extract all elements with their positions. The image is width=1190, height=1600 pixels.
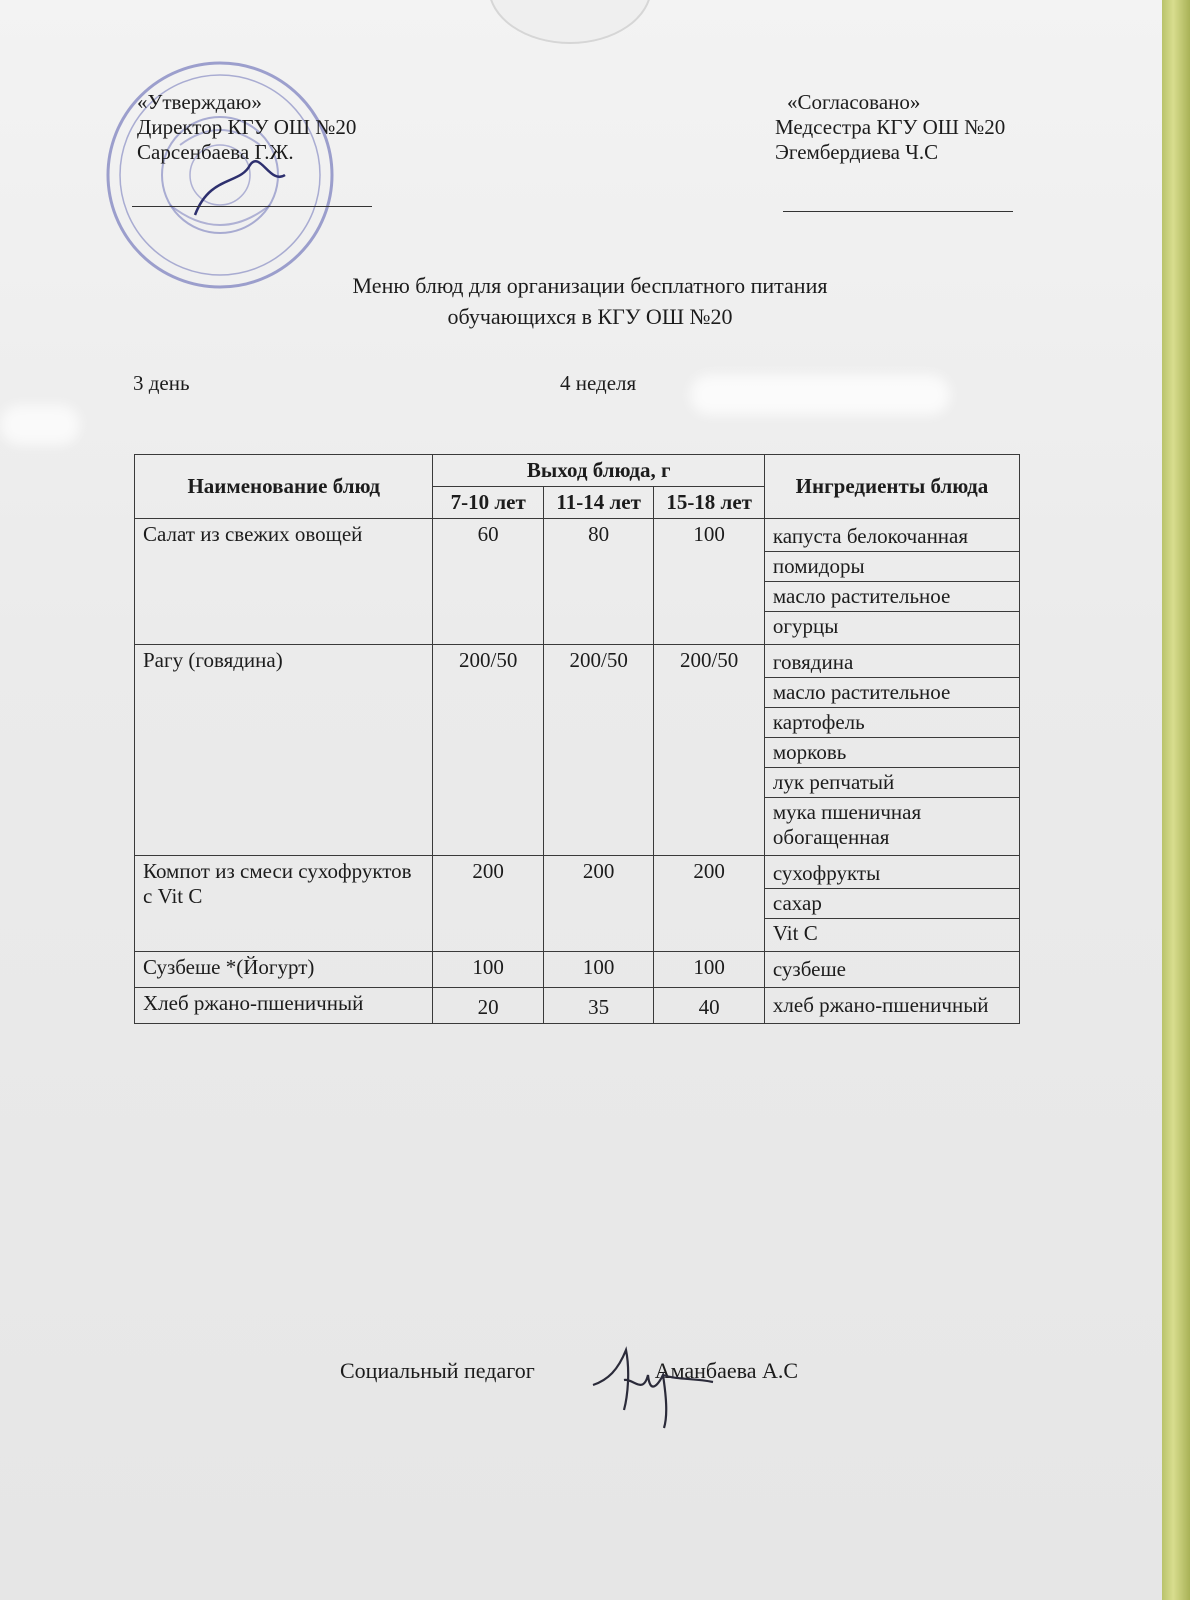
table-row — [135, 645, 1020, 856]
yield-7-10: 200/50 — [433, 645, 543, 856]
yield-15-18: 100 — [654, 952, 764, 988]
ingredient: Vit C — [772, 921, 818, 945]
col-header-age-11-14: 11-14 лет — [543, 487, 653, 519]
yield-15-18: 200/50 — [654, 645, 764, 856]
approve-position: Директор КГУ ОШ №20 — [137, 115, 357, 139]
dish-name: Сузбеше *(Йогурт) — [135, 952, 433, 988]
ingredient: сузбеше — [772, 957, 846, 981]
col-header-name: Наименование блюд — [135, 455, 433, 519]
ingredient: помидоры — [765, 552, 1019, 582]
col-header-yield: Выход блюда, г — [433, 455, 764, 487]
agree-person: Эгембердиева Ч.С — [775, 140, 939, 164]
light-glare — [0, 405, 80, 445]
title-line-2: обучающихся в КГУ ОШ №20 — [447, 304, 733, 329]
ingredient: масло растительное — [765, 678, 1019, 708]
approve-signature-line — [132, 206, 372, 207]
table-row — [135, 519, 1020, 645]
ingredient: морковь — [765, 738, 1019, 768]
agree-block — [775, 90, 1005, 165]
ingredient: масло растительное — [765, 582, 1019, 612]
yield-15-18: 40 — [654, 988, 764, 1024]
ingredient: огурцы — [772, 614, 839, 638]
document-title — [140, 270, 1040, 332]
yield-11-14: 80 — [543, 519, 653, 645]
handwritten-signature-icon — [588, 1340, 718, 1430]
yield-11-14: 200/50 — [543, 645, 653, 856]
ingredient: сухофрукты — [765, 859, 1019, 889]
ingredient: лук репчатый — [765, 768, 1019, 798]
agree-position: Медсестра КГУ ОШ №20 — [775, 115, 1006, 139]
dish-name: Хлеб ржано-пшеничный — [135, 988, 433, 1024]
ingredient: хлеб ржано-пшеничный — [772, 993, 989, 1017]
col-header-age-15-18: 15-18 лет — [654, 487, 764, 519]
approve-block — [137, 90, 356, 165]
background-edge — [1162, 0, 1190, 1600]
yield-7-10: 100 — [433, 952, 543, 988]
ingredient-list — [764, 856, 1019, 952]
ingredient-list — [764, 988, 1019, 1024]
dish-name: Компот из смеси сухофруктов с Vit C — [135, 856, 433, 952]
table-row — [135, 856, 1020, 952]
table-row — [135, 988, 1020, 1024]
ingredient-list — [764, 519, 1019, 645]
ingredient-list — [764, 645, 1019, 856]
yield-7-10: 60 — [433, 519, 543, 645]
col-header-age-7-10: 7-10 лет — [433, 487, 543, 519]
col-header-ingredients: Ингредиенты блюда — [764, 455, 1019, 519]
yield-15-18: 200 — [654, 856, 764, 952]
ingredient: мука пшеничная обогащенная — [772, 800, 922, 849]
dish-name: Салат из свежих овощей — [135, 519, 433, 645]
week-label: 4 неделя — [560, 371, 637, 395]
social-role: Социальный педагог — [340, 1358, 535, 1383]
social-pedagogue-line — [340, 1358, 798, 1384]
light-glare — [690, 375, 950, 415]
table-row — [135, 952, 1020, 988]
title-line-1: Меню блюд для организации бесплатного питания — [352, 273, 828, 298]
yield-7-10: 20 — [433, 988, 543, 1024]
agree-signature-line — [783, 211, 1013, 212]
agree-label: «Согласовано» — [787, 90, 921, 114]
ingredient: картофель — [765, 708, 1019, 738]
yield-7-10: 200 — [433, 856, 543, 952]
yield-11-14: 200 — [543, 856, 653, 952]
menu-table — [134, 454, 1020, 1024]
yield-11-14: 100 — [543, 952, 653, 988]
yield-15-18: 100 — [654, 519, 764, 645]
day-label: 3 день — [133, 371, 190, 395]
social-name: Аманбаева А.С — [654, 1358, 799, 1383]
approve-person: Сарсенбаева Г.Ж. — [137, 140, 294, 164]
ingredient-list — [764, 952, 1019, 988]
dish-name: Рагу (говядина) — [135, 645, 433, 856]
yield-11-14: 35 — [543, 988, 653, 1024]
ingredient: капуста белокочанная — [765, 522, 1019, 552]
ingredient: говядина — [765, 648, 1019, 678]
ingredient: сахар — [765, 889, 1019, 919]
approve-label: «Утверждаю» — [137, 90, 262, 114]
